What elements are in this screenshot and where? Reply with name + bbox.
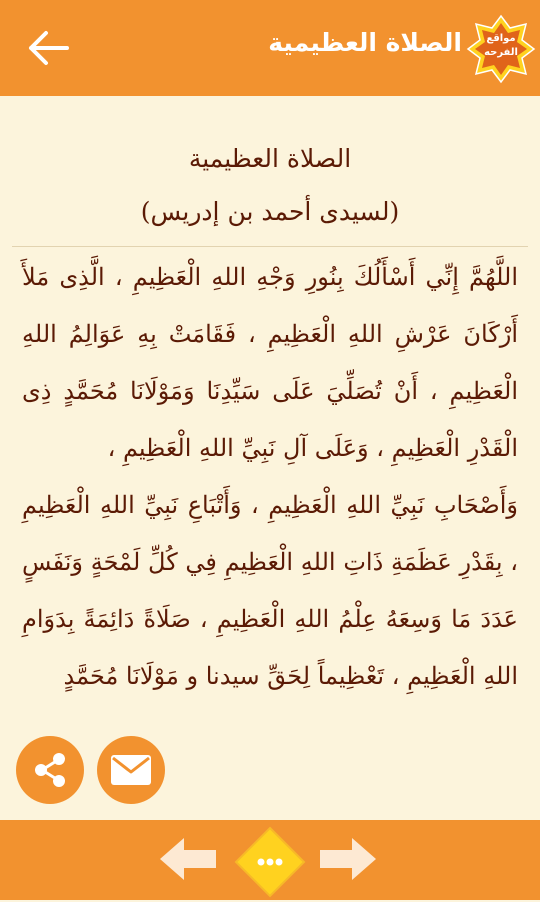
next-button[interactable] [318,834,378,888]
prayer-content[interactable] [0,96,540,820]
back-button[interactable] [22,22,74,74]
app-logo[interactable] [466,14,536,84]
arrow-left-icon [158,834,218,884]
top-bar [0,0,540,96]
arrow-left-icon [26,30,70,66]
more-button[interactable] [234,826,306,902]
prayer-heading: الصلاة العظيمية [188,144,352,173]
mail-icon [110,754,152,786]
arrow-right-icon [318,834,378,884]
prayer-author: (لسيدى أحمد بن إدريس) [140,197,400,226]
share-button[interactable] [16,736,84,804]
prayer-paragraph-1: اللَّهُمَّ إِنِّي أَسْأَلُكَ بِنُورِ وَجْهِ اللهِ الْعَظِيمِ ، الَّذِى مَلأَ أَرْكَانَ عَرْشِ اللهِ الْعَظِيمِ ، فَقَامَتْ بِهِ عَوَالِمُ اللهِ الْعَظِيمِ ، أَنْ تُصَلِّيَ عَلَى سَيِّدِنَا وَمَوْلَانَا مُحَمَّدٍ ذِى الْقَدْرِ الْعَظِيمِ ، وَعَلَى آلِ نَبِيِّ اللهِ الْعَظِيمِ ، [22,263,518,462]
prayer-paragraph-2: وَأَصْحَابِ نَبِيِّ اللهِ الْعَظِيمِ ، وَأَتْبَاعِ نَبِيِّ اللهِ الْعَظِيمِ ، بِقَدْرِ عَظَمَةِ ذَاتِ اللهِ الْعَظِيمِ فِي كُلِّ لَمْحَةٍ وَنَفَسٍ عَدَدَ مَا وَسِعَهُ عِلْمُ اللهِ الْعَظِيمِ ، صَلَاةً دَائِمَةً بِدَوَامِ اللهِ الْعَظِيمِ ، تَعْظِيماً لِحَقِّ سيدنا و مَوْلَانَا مُحَمَّدٍ [22,491,518,690]
previous-button[interactable] [158,834,218,888]
email-button[interactable] [97,736,165,804]
logo-line-2: الفرحه [484,47,518,58]
page-title: الصلاة العظيمية [268,28,462,57]
more-dots-icon [234,826,306,898]
share-icon [30,750,70,790]
bottom-nav-bar [0,820,540,900]
prayer-text [0,247,540,705]
logo-text [466,32,536,60]
logo-line-1: مواقع [486,33,516,44]
